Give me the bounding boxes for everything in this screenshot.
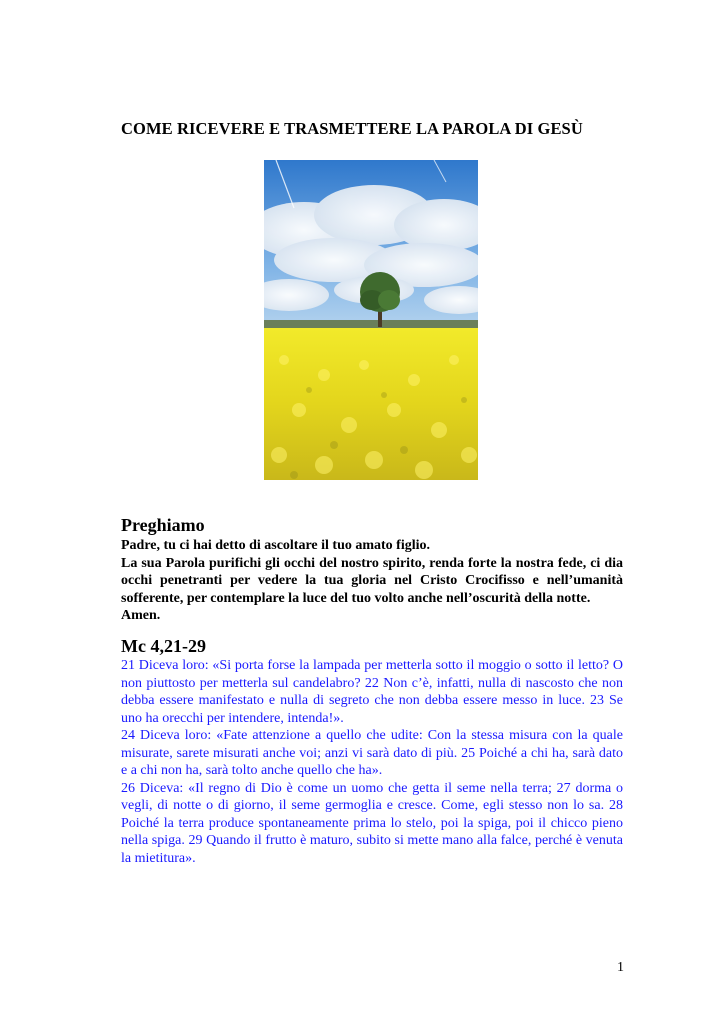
reading-heading: Mc 4,21-29: [121, 636, 206, 656]
scripture-paragraph: 24 Diceva loro: «Fate attenzione a quello che udite: Con la stessa misura con la quale misurate, sarete misurati anche voi; anzi vi sarà dato di più. 25 Poiché a chi ha, sarà dato e a chi non ha, sarà tolto anche quello che ha».: [121, 728, 623, 778]
prayer-text: [121, 537, 623, 625]
landscape-photo-icon: [264, 160, 478, 480]
scripture-reading: [121, 657, 623, 867]
scripture-paragraph: 21 Diceva loro: «Si porta forse la lampada per metterla sotto il moggio o sotto il letto? O non piuttosto per metterla sul candelabro? 22 Non c’è, infatti, nulla di nascosto che non debba essere manifestato e nulla di segreto che non debba essere messo in luce. 23 Se uno ha orecchi per intendere, intenda!».: [121, 658, 623, 726]
prayer-line: Amen.: [121, 608, 161, 623]
scripture-paragraph: 26 Diceva: «Il regno di Dio è come un uomo che getta il seme nella terra; 27 dorma o vegli, di notte o di giorno, il seme germoglia e cresce. Come, egli stesso non lo sa. 28 Poiché la terra produce spontaneamente prima lo stelo, poi la spiga, poi il chicco pieno nella spiga. 29 Quando il frutto è maturo, subito si mette mano alla falce, perché è venuta la mietitura».: [121, 780, 623, 866]
prayer-heading: Preghiamo: [121, 515, 205, 535]
page-number: 1: [617, 960, 624, 975]
page-title: COME RICEVERE E TRASMETTERE LA PAROLA DI GESÙ: [121, 119, 583, 138]
prayer-line: La sua Parola purifichi gli occhi del nostro spirito, renda forte la nostra fede, ci dia occhi penetranti per vedere la tua gloria nel Cristo Crocifisso e nell’umanità sofferente, per contemplare la luce del tuo volto anche nell’oscurità della notte.: [121, 555, 623, 606]
prayer-line: Padre, tu ci hai detto di ascoltare il tuo amato figlio.: [121, 538, 431, 553]
